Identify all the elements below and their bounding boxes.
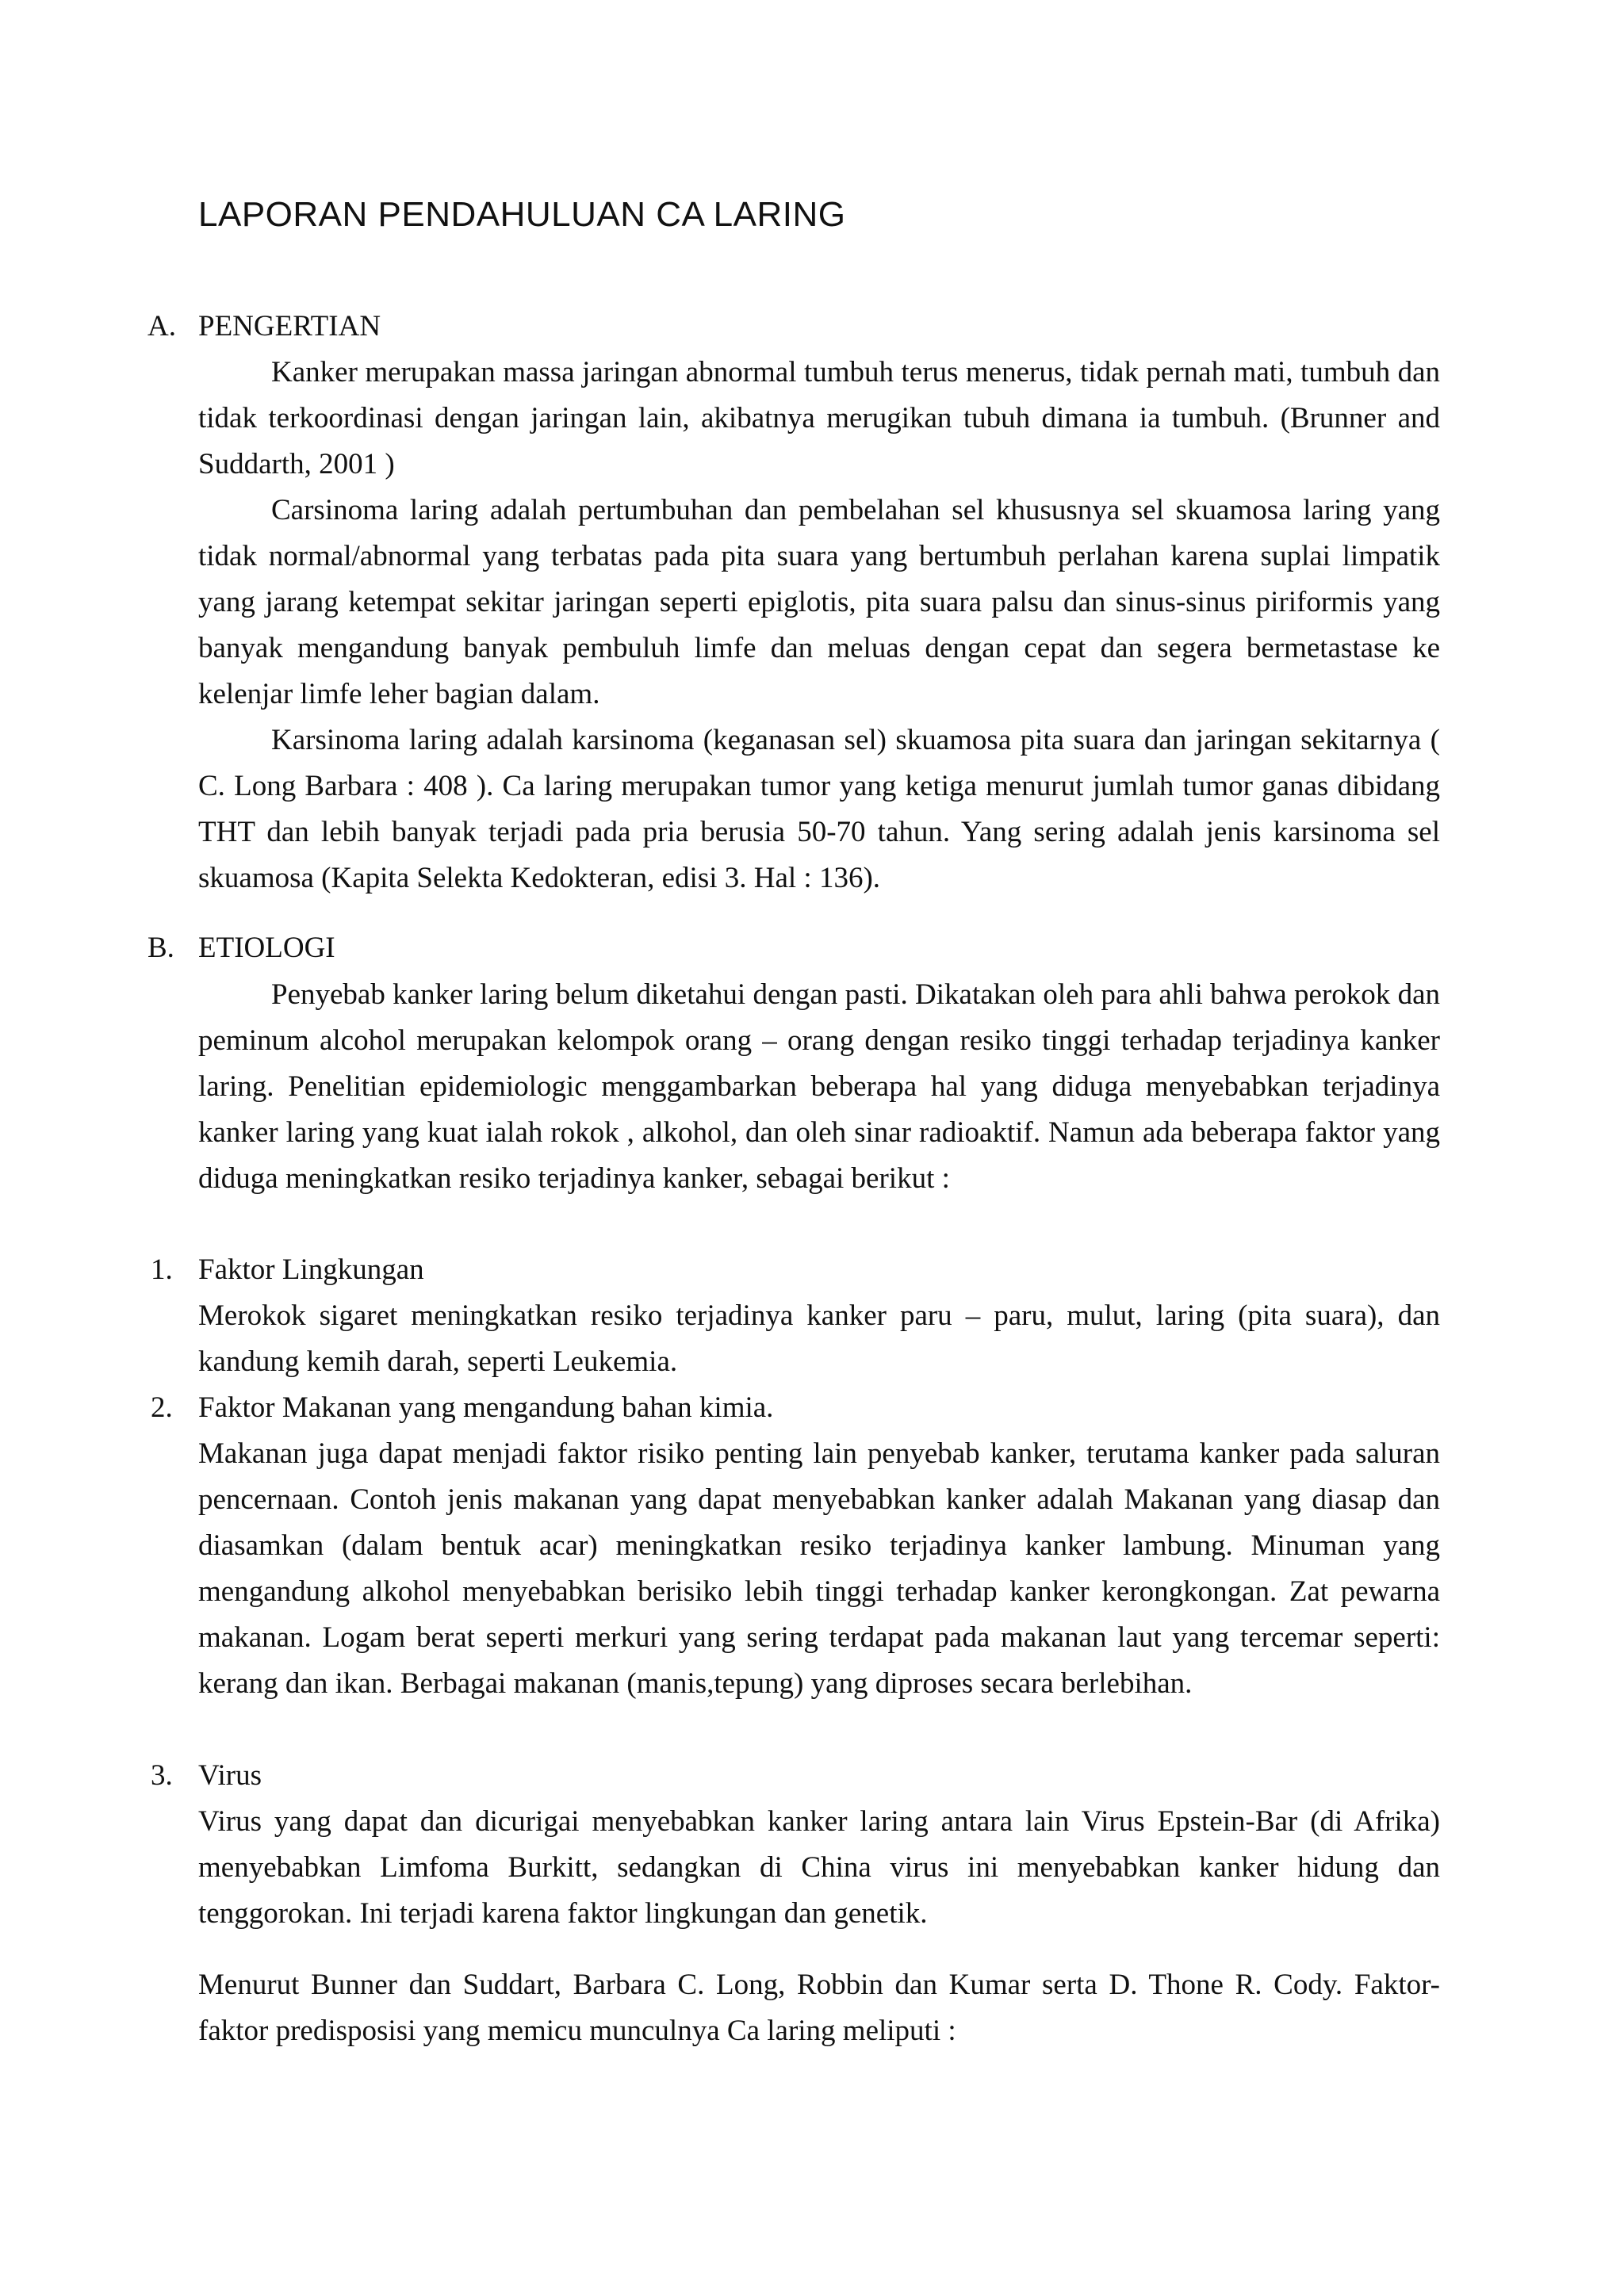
paragraph: Karsinoma laring adalah karsinoma (keganasan sel) skuamosa pita suara dan jaringan sekitarnya ( C. Long Barbara : 408 ). Ca laring merupakan tumor yang ketiga menurut jumlah tumor ganas dibidang THT dan lebih banyak terjadi pada pria berusia 50-70 tahun. Yang sering adalah jenis karsinoma sel skuamosa (Kapita Selekta Kedokteran, edisi 3. Hal : 136). [198,724,1440,894]
list-item-text: Makanan juga dapat menjadi faktor risiko penting lain penyebab kanker, terutama kanker pada saluran pencernaan. Contoh jenis makanan yang dapat menyebabkan kanker adalah Makanan yang diasap dan diasamkan (dalam bentuk acar) meningkatkan resiko terjadinya kanker lambung. Minuman yang mengandung alkohol menyebabkan berisiko lebih tinggi terhadap kanker kerongkongan. Zat pewarna makanan. Logam berat seperti merkuri yang sering terdapat pada makanan laut yang tercemar seperti: kerang dan ikan. Berbagai makanan (manis,tepung) yang diproses secara berlebihan. [198,1437,1440,1700]
section-heading [147,304,381,350]
list-item-title: Faktor Lingkungan [198,1253,424,1286]
section-letter: B. [147,932,174,964]
paragraph: Penyebab kanker laring belum diketahui dengan pasti. Dikatakan oleh para ahli bahwa perokok dan peminum alcohol merupakan kelompok orang – orang dengan resiko tinggi terhadap terjadinya kanker laring. Penelitian epidemiologic menggambarkan beberapa hal yang diduga menyebabkan terjadinya kanker laring yang kuat ialah rokok , alkohol, dan oleh sinar radioaktif. Namun ada beberapa faktor yang diduga meningkatkan resiko terjadinya kanker, sebagai berikut : [198,978,1440,1195]
section-letter: A. [147,310,176,342]
paragraph: Carsinoma laring adalah pertumbuhan dan pembelahan sel khususnya sel skuamosa laring yang tidak normal/abnormal yang terbatas pada pita suara yang bertumbuh perlahan karena suplai limpatik yang jarang ketempat sekitar jaringan seperti epiglotis, pita suara palsu dan sinus-sinus piriformis yang banyak mengandung banyak pembuluh limfe dan meluas dengan cepat dan segera bermetastase ke kelenjar limfe leher bagian dalam. [198,494,1440,710]
section-title: PENGERTIAN [198,310,381,342]
list-item-heading [151,1247,424,1293]
list-item-title: Virus [198,1759,262,1792]
list-item-heading [151,1385,773,1431]
list-item-title: Faktor Makanan yang mengandung bahan kimia. [198,1391,774,1424]
list-item-number: 3. [151,1759,173,1792]
list-item-heading [151,1753,262,1799]
section-heading [147,925,335,971]
paragraph: Kanker merupakan massa jaringan abnormal tumbuh terus menerus, tidak pernah mati, tumbuh dan tidak terkoordinasi dengan jaringan lain, akibatnya merugikan tubuh dimana ia tumbuh. (Brunner and Suddarth, 2001 ) [198,356,1440,480]
list-item-number: 2. [151,1391,173,1424]
list-item-text: Virus yang dapat dan dicurigai menyebabkan kanker laring antara lain Virus Epstein-Bar (di Afrika) menyebabkan Limfoma Burkitt, sedangkan di China virus ini menyebabkan kanker hidung dan tenggorokan. Ini terjadi karena faktor lingkungan dan genetik. [198,1805,1440,1930]
section-title: ETIOLOGI [198,932,335,964]
document-title: LAPORAN PENDAHULUAN CA LARING [198,195,846,234]
closing-paragraph: Menurut Bunner dan Suddart, Barbara C. Long, Robbin dan Kumar serta D. Thone R. Cody. Faktor-faktor predisposisi yang memicu munculnya Ca laring meliputi : [198,1969,1440,2047]
list-item-text: Merokok sigaret meningkatkan resiko terjadinya kanker paru – paru, mulut, laring (pita suara), dan kandung kemih darah, seperti Leukemia. [198,1299,1440,1378]
list-item-number: 1. [151,1253,173,1286]
